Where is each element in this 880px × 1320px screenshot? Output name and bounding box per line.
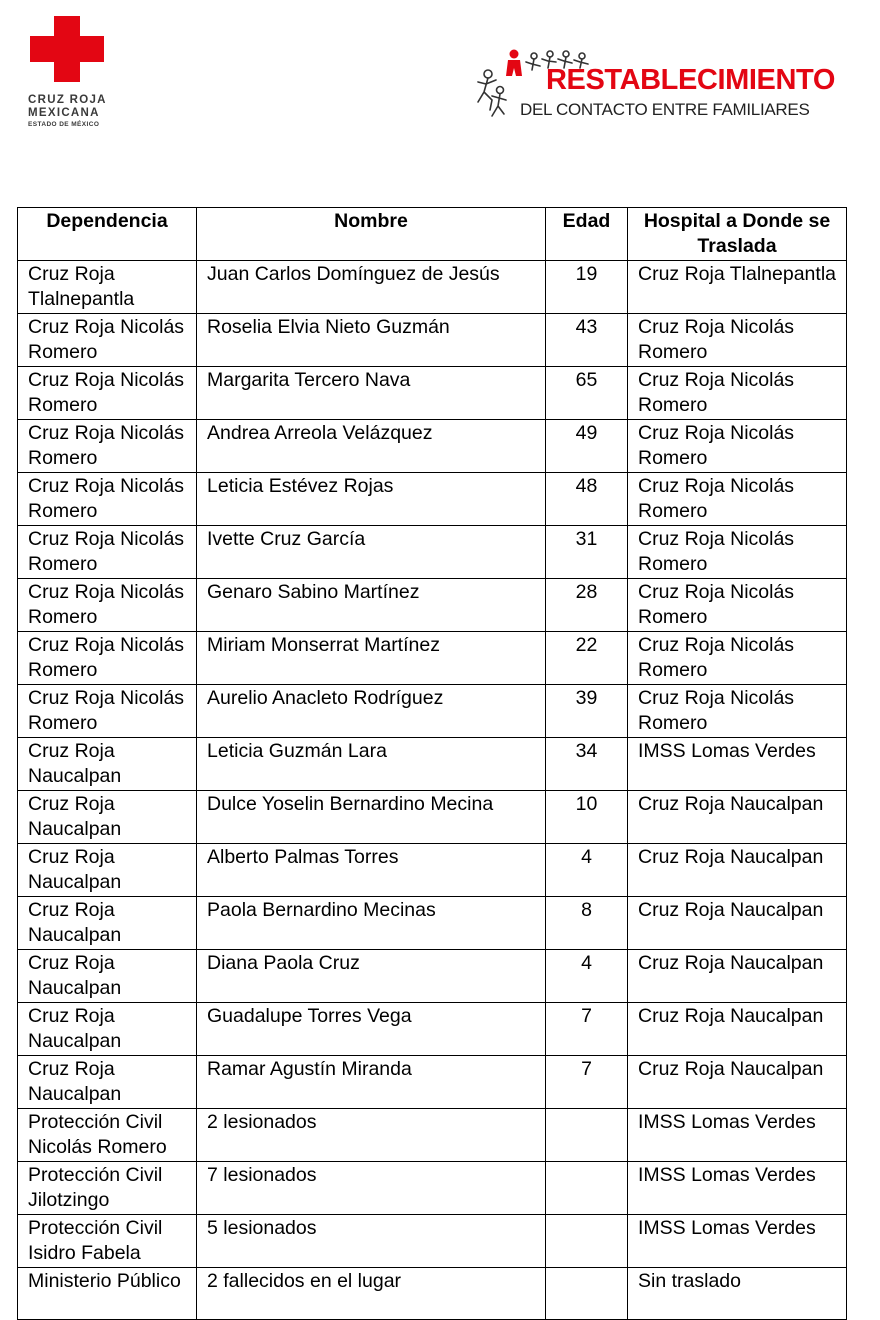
table-row [18,579,847,632]
cell-dependencia: Cruz Roja Tlalnepantla [18,261,197,314]
cell-nombre: Guadalupe Torres Vega [197,1003,546,1056]
cell-edad: 7 [546,1056,628,1109]
cell-hospital: Cruz Roja Nicolás Romero [628,314,847,367]
table-row [18,526,847,579]
cell-edad: 31 [546,526,628,579]
cell-nombre: 2 lesionados [197,1109,546,1162]
cell-edad: 43 [546,314,628,367]
cell-edad [546,1162,628,1215]
cell-edad: 65 [546,367,628,420]
cell-hospital: Cruz Roja Naucalpan [628,844,847,897]
cell-edad: 8 [546,897,628,950]
cell-dependencia: Cruz Roja Naucalpan [18,897,197,950]
table-row [18,685,847,738]
cruz-roja-logo-text [28,94,107,129]
cell-edad: 4 [546,950,628,1003]
cell-edad: 19 [546,261,628,314]
logo-line-3: ESTADO DE MÉXICO [28,121,100,128]
cell-edad: 28 [546,579,628,632]
table-row [18,738,847,791]
header-nombre: Nombre [197,208,546,261]
table-row [18,791,847,844]
cell-dependencia: Cruz Roja Nicolás Romero [18,420,197,473]
header-edad: Edad [546,208,628,261]
cell-nombre: Alberto Palmas Torres [197,844,546,897]
cell-nombre: Juan Carlos Domínguez de Jesús [197,261,546,314]
cell-hospital: IMSS Lomas Verdes [628,1109,847,1162]
header-hospital: Hospital a Donde se Traslada [628,208,847,261]
table-row [18,314,847,367]
cell-dependencia: Protección Civil Nicolás Romero [18,1109,197,1162]
cell-edad: 22 [546,632,628,685]
cell-hospital: IMSS Lomas Verdes [628,1162,847,1215]
cell-hospital: Cruz Roja Nicolás Romero [628,526,847,579]
cell-nombre: Ivette Cruz García [197,526,546,579]
cell-hospital: Cruz Roja Naucalpan [628,1056,847,1109]
table-row [18,261,847,314]
table-row [18,473,847,526]
cell-dependencia: Cruz Roja Nicolás Romero [18,632,197,685]
table-header-row [18,208,847,261]
cell-dependencia: Cruz Roja Nicolás Romero [18,367,197,420]
cell-dependencia: Cruz Roja Nicolás Romero [18,473,197,526]
table-row [18,1215,847,1268]
cell-nombre: Margarita Tercero Nava [197,367,546,420]
cell-nombre: 2 fallecidos en el lugar [197,1268,546,1320]
cell-nombre: Leticia Guzmán Lara [197,738,546,791]
cell-edad [546,1268,628,1320]
table-row [18,420,847,473]
table-row [18,1268,847,1320]
cell-dependencia: Cruz Roja Naucalpan [18,844,197,897]
cell-edad [546,1215,628,1268]
cell-hospital: Cruz Roja Naucalpan [628,950,847,1003]
cell-hospital: Cruz Roja Nicolás Romero [628,632,847,685]
cell-dependencia: Ministerio Público [18,1268,197,1320]
logo-line-1: CRUZ ROJA [28,94,107,106]
cell-edad: 39 [546,685,628,738]
cell-hospital: IMSS Lomas Verdes [628,1215,847,1268]
cell-nombre: Andrea Arreola Velázquez [197,420,546,473]
cell-dependencia: Cruz Roja Naucalpan [18,738,197,791]
cell-hospital: Cruz Roja Naucalpan [628,791,847,844]
cell-nombre: Paola Bernardino Mecinas [197,897,546,950]
cell-dependencia: Cruz Roja Naucalpan [18,1056,197,1109]
table-row [18,1162,847,1215]
cell-nombre: Ramar Agustín Miranda [197,1056,546,1109]
table-row [18,844,847,897]
cell-hospital: Cruz Roja Nicolás Romero [628,579,847,632]
table-row [18,1056,847,1109]
cell-nombre: Diana Paola Cruz [197,950,546,1003]
cruz-roja-logo [26,16,136,136]
table-row [18,897,847,950]
cell-hospital: IMSS Lomas Verdes [628,738,847,791]
table-body [18,261,847,1320]
cell-nombre: Dulce Yoselin Bernardino Mecina [197,791,546,844]
cell-edad: 48 [546,473,628,526]
cell-edad: 7 [546,1003,628,1056]
table-row [18,632,847,685]
table-row [18,950,847,1003]
cell-nombre: Aurelio Anacleto Rodríguez [197,685,546,738]
cell-dependencia: Cruz Roja Nicolás Romero [18,526,197,579]
logo-subtitle: DEL CONTACTO ENTRE FAMILIARES [520,100,810,119]
cell-edad: 4 [546,844,628,897]
cell-nombre: Genaro Sabino Martínez [197,579,546,632]
cell-dependencia: Protección Civil Jilotzingo [18,1162,197,1215]
cell-dependencia: Cruz Roja Naucalpan [18,791,197,844]
logo-title: RESTABLECIMIENTO [546,64,835,96]
cell-hospital: Cruz Roja Naucalpan [628,1003,847,1056]
casualties-table [17,207,847,1320]
cell-hospital: Cruz Roja Nicolás Romero [628,420,847,473]
cell-hospital: Cruz Roja Tlalnepantla [628,261,847,314]
cell-hospital: Cruz Roja Nicolás Romero [628,473,847,526]
cell-dependencia: Cruz Roja Naucalpan [18,950,197,1003]
cell-nombre: Miriam Monserrat Martínez [197,632,546,685]
header-dependencia: Dependencia [18,208,197,261]
red-cross-icon [30,16,104,82]
cell-hospital: Cruz Roja Nicolás Romero [628,685,847,738]
cell-edad: 34 [546,738,628,791]
cell-dependencia: Cruz Roja Nicolás Romero [18,314,197,367]
cell-nombre: Leticia Estévez Rojas [197,473,546,526]
cell-nombre: 7 lesionados [197,1162,546,1215]
cell-edad: 10 [546,791,628,844]
cell-nombre: 5 lesionados [197,1215,546,1268]
cell-edad [546,1109,628,1162]
cell-nombre: Roselia Elvia Nieto Guzmán [197,314,546,367]
cell-hospital: Cruz Roja Naucalpan [628,897,847,950]
cell-dependencia: Cruz Roja Nicolás Romero [18,579,197,632]
table-row [18,367,847,420]
logo-line-2: MEXICANA [28,107,100,119]
cell-edad: 49 [546,420,628,473]
cell-hospital: Cruz Roja Nicolás Romero [628,367,847,420]
table-row [18,1109,847,1162]
table-row [18,1003,847,1056]
restablecimiento-logo [474,46,834,128]
cell-dependencia: Cruz Roja Nicolás Romero [18,685,197,738]
cell-dependencia: Protección Civil Isidro Fabela [18,1215,197,1268]
cell-dependencia: Cruz Roja Naucalpan [18,1003,197,1056]
cell-hospital: Sin traslado [628,1268,847,1320]
